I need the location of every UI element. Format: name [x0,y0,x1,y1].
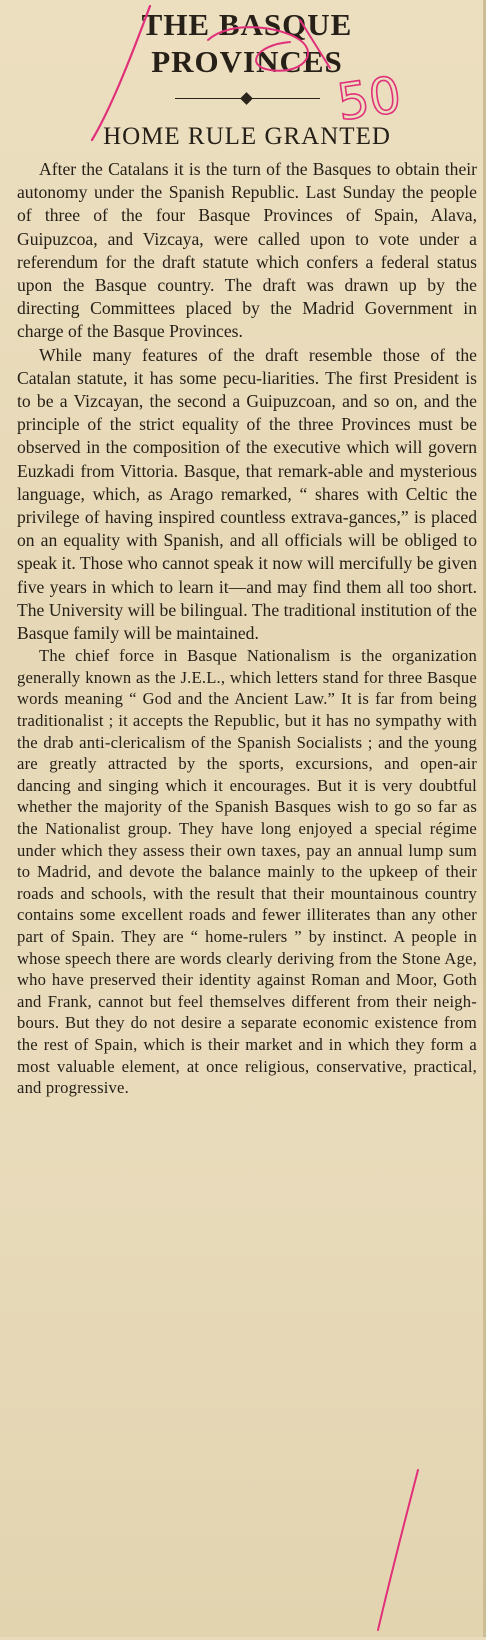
handwritten-number: 50 [333,65,405,132]
headline-line-1: THE BASQUE [141,7,353,42]
paragraph-2: While many features of the draft resemble those of the Catalan statute, it has some pecu-liarities. The first President is to be a Vizcayan, the second a Guipuzcoan, and so on, and the principle of the strict equality of the three Provinces must be observed in the composition of the executive which will govern Euzkadi from Vittoria. Basque, that remark-able and mysterious language, which, as Arago remarked, “ shares with Celtic the privilege of having inspired countless extrava-gances,” is placed on an equality with Spanish, and all officials will be obliged to speak it. Those who cannot speak it now will mercifully be given five years in which to learn it—and may find them all too short. The University will be bilingual. The traditional institution of the Basque family will be maintained. [17,344,477,644]
article-column [17,0,477,1099]
paragraph-1: After the Catalans it is the turn of the Basques to obtain their autonomy under the Spanish Republic. Last Sunday the people of three of the four Basque Provinces of Spain, Alava, Guipuzcoa, and Vizcaya, were called upon to vote under a referendum for the draft statute which confers a federal status upon the Basque country. The draft was drawn up by the directing Committees placed by the Madrid Government in charge of the Basque Provinces. [17,159,477,342]
pencil-slash-mark-bottom [378,1470,418,1630]
paragraph-3: The chief force in Basque Nationalism is the organization generally known as the J.E.L., which letters stand for three Basque words meaning “ God and the Ancient Law.” It is far from being traditionalist ; it accepts the Republic, but it has no sympathy with the drab anti-clericalism of the Spanish Socialists ; and the young are greatly attracted by the sports, excursions, and open-air dancing and singing which it encourages. But it is very doubtful whether the majority of the Spanish Basques wish to go so far as the Nationalist group. They have long enjoyed a special régime under which they assess their own taxes, pay an annual lump sum to Madrid, and devote the balance mainly to the upkeep of their roads and schools, with the result that their mountainous country contains some excellent roads and fewer illiterates than any other part of Spain. They are “ home-rulers ” by instinct. A people in whose speech there are words clearly deriving from the Stone Age, who have preserved their identity against Roman and Moor, Goth and Frank, cannot but feel themselves different from their neigh-bours. But they do not desire a separate economic existence from the rest of Spain, which is their market and in which they form a most valuable element, at once religious, conservative, practical, and progressive. [17,646,477,1098]
headline-line-2: PROVINCES [151,44,343,79]
handwritten-annotation-bottom [0,1460,486,1640]
divider-rule [175,92,320,104]
subheading: HOME RULE GRANTED [103,123,391,150]
diamond-ornament-icon [240,92,253,105]
headline [17,0,477,80]
